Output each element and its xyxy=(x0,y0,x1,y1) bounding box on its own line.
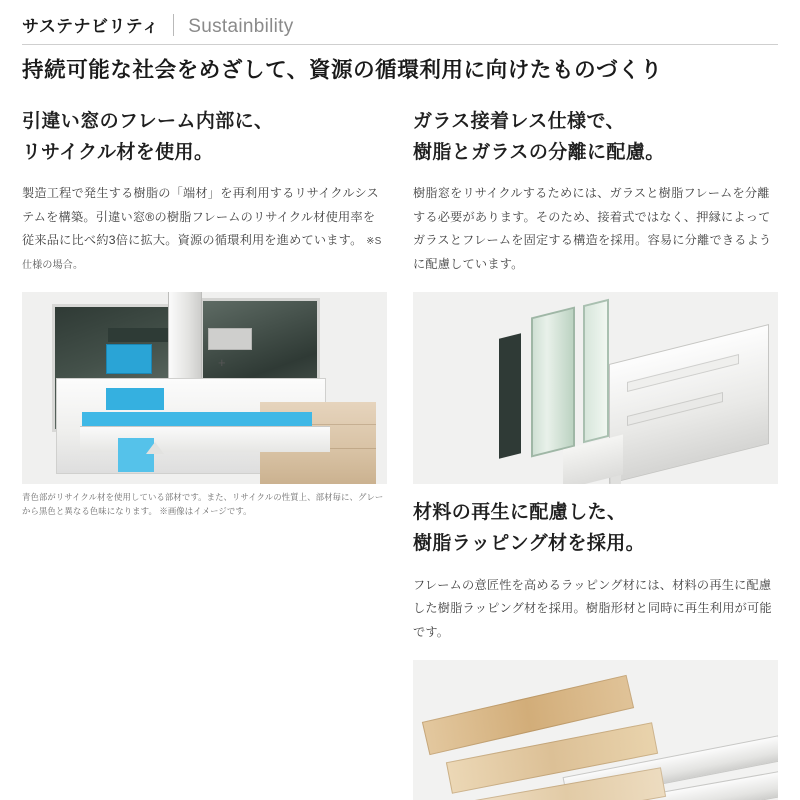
figure-image xyxy=(413,292,778,484)
figure-wrapping-material xyxy=(413,660,778,800)
right-column xyxy=(413,107,778,800)
figure-image xyxy=(413,660,778,800)
section-title xyxy=(413,107,778,169)
figure-glass-profile xyxy=(413,292,778,484)
section-title-line1: 引違い窓のフレーム内部に、 xyxy=(22,110,274,132)
section-adhesive-free-glass xyxy=(413,107,778,484)
section-spacer xyxy=(413,484,778,498)
section-body-text: 樹脂窓をリサイクルするためには、ガラスと樹脂フレームを分離する必要があります。そのため、接着式ではなく、押縁によってガラスとフレームを固定する構造を採用。容易に分離できるように配慮しています。 xyxy=(413,186,772,271)
section-title xyxy=(413,498,778,560)
header-rule xyxy=(22,44,778,45)
plus-mark-icon: + xyxy=(218,355,226,371)
section-body xyxy=(413,574,778,644)
header-title-row xyxy=(22,12,778,38)
figure-window-cutaway xyxy=(22,292,387,518)
grey-block-icon xyxy=(208,328,252,350)
section-title-line2: リサイクル材を使用。 xyxy=(22,141,214,163)
left-column xyxy=(22,107,387,800)
section-title-line2: 樹脂ラッピング材を採用。 xyxy=(413,532,646,554)
figure-image xyxy=(22,292,387,484)
section-body-text: フレームの意匠性を高めるラッピング材には、材料の再生に配慮した樹脂ラッピング材を採用。樹脂形材と同時に再生利用が可能です。 xyxy=(413,577,772,639)
page-title-en: Sustainbility xyxy=(188,16,294,37)
figure-caption: 青色部がリサイクル材を使用している部材です。また、リサイクルの性質上、部材毎に、グレーから黒色と異なる色味になります。 ※画像はイメージです。 xyxy=(22,492,384,516)
page-headline: 持続可能な社会をめざして、資源の循環利用に向けたものづくり xyxy=(22,58,663,82)
glass-unit-icon xyxy=(531,307,575,458)
content-columns xyxy=(0,85,800,800)
section-resin-wrapping xyxy=(413,498,778,800)
recycled-material-highlight xyxy=(106,344,152,374)
section-body-note: ※S仕様の場合。 xyxy=(22,236,382,271)
section-title-line1: 材料の再生に配慮した、 xyxy=(413,502,627,524)
section-title-line1: ガラス接着レス仕様で、 xyxy=(413,110,625,132)
recycled-material-highlight xyxy=(106,388,164,410)
section-body xyxy=(413,182,778,276)
glass-unit-secondary-icon xyxy=(583,299,609,443)
page-title-jp: サステナビリティ xyxy=(22,17,160,36)
header-divider xyxy=(173,14,174,36)
section-title-line2: 樹脂とガラスの分離に配慮。 xyxy=(413,141,665,163)
section-title xyxy=(22,107,387,169)
section-recycled-frame xyxy=(22,107,387,518)
section-body-text: 製造工程で発生する樹脂の「端材」を再利用するリサイクルシステムを構築。引違い窓®の樹脂フレームのリサイクル材使用率を従来品に比べ約3倍に拡大。資源の循環利用を進めています。 xyxy=(22,186,379,248)
page-header xyxy=(0,0,800,85)
recycled-material-highlight xyxy=(82,412,312,426)
dark-strip-icon xyxy=(108,328,168,342)
triangle-detail-icon xyxy=(146,442,164,454)
section-body xyxy=(22,182,387,276)
glazing-bead-icon xyxy=(499,333,521,458)
